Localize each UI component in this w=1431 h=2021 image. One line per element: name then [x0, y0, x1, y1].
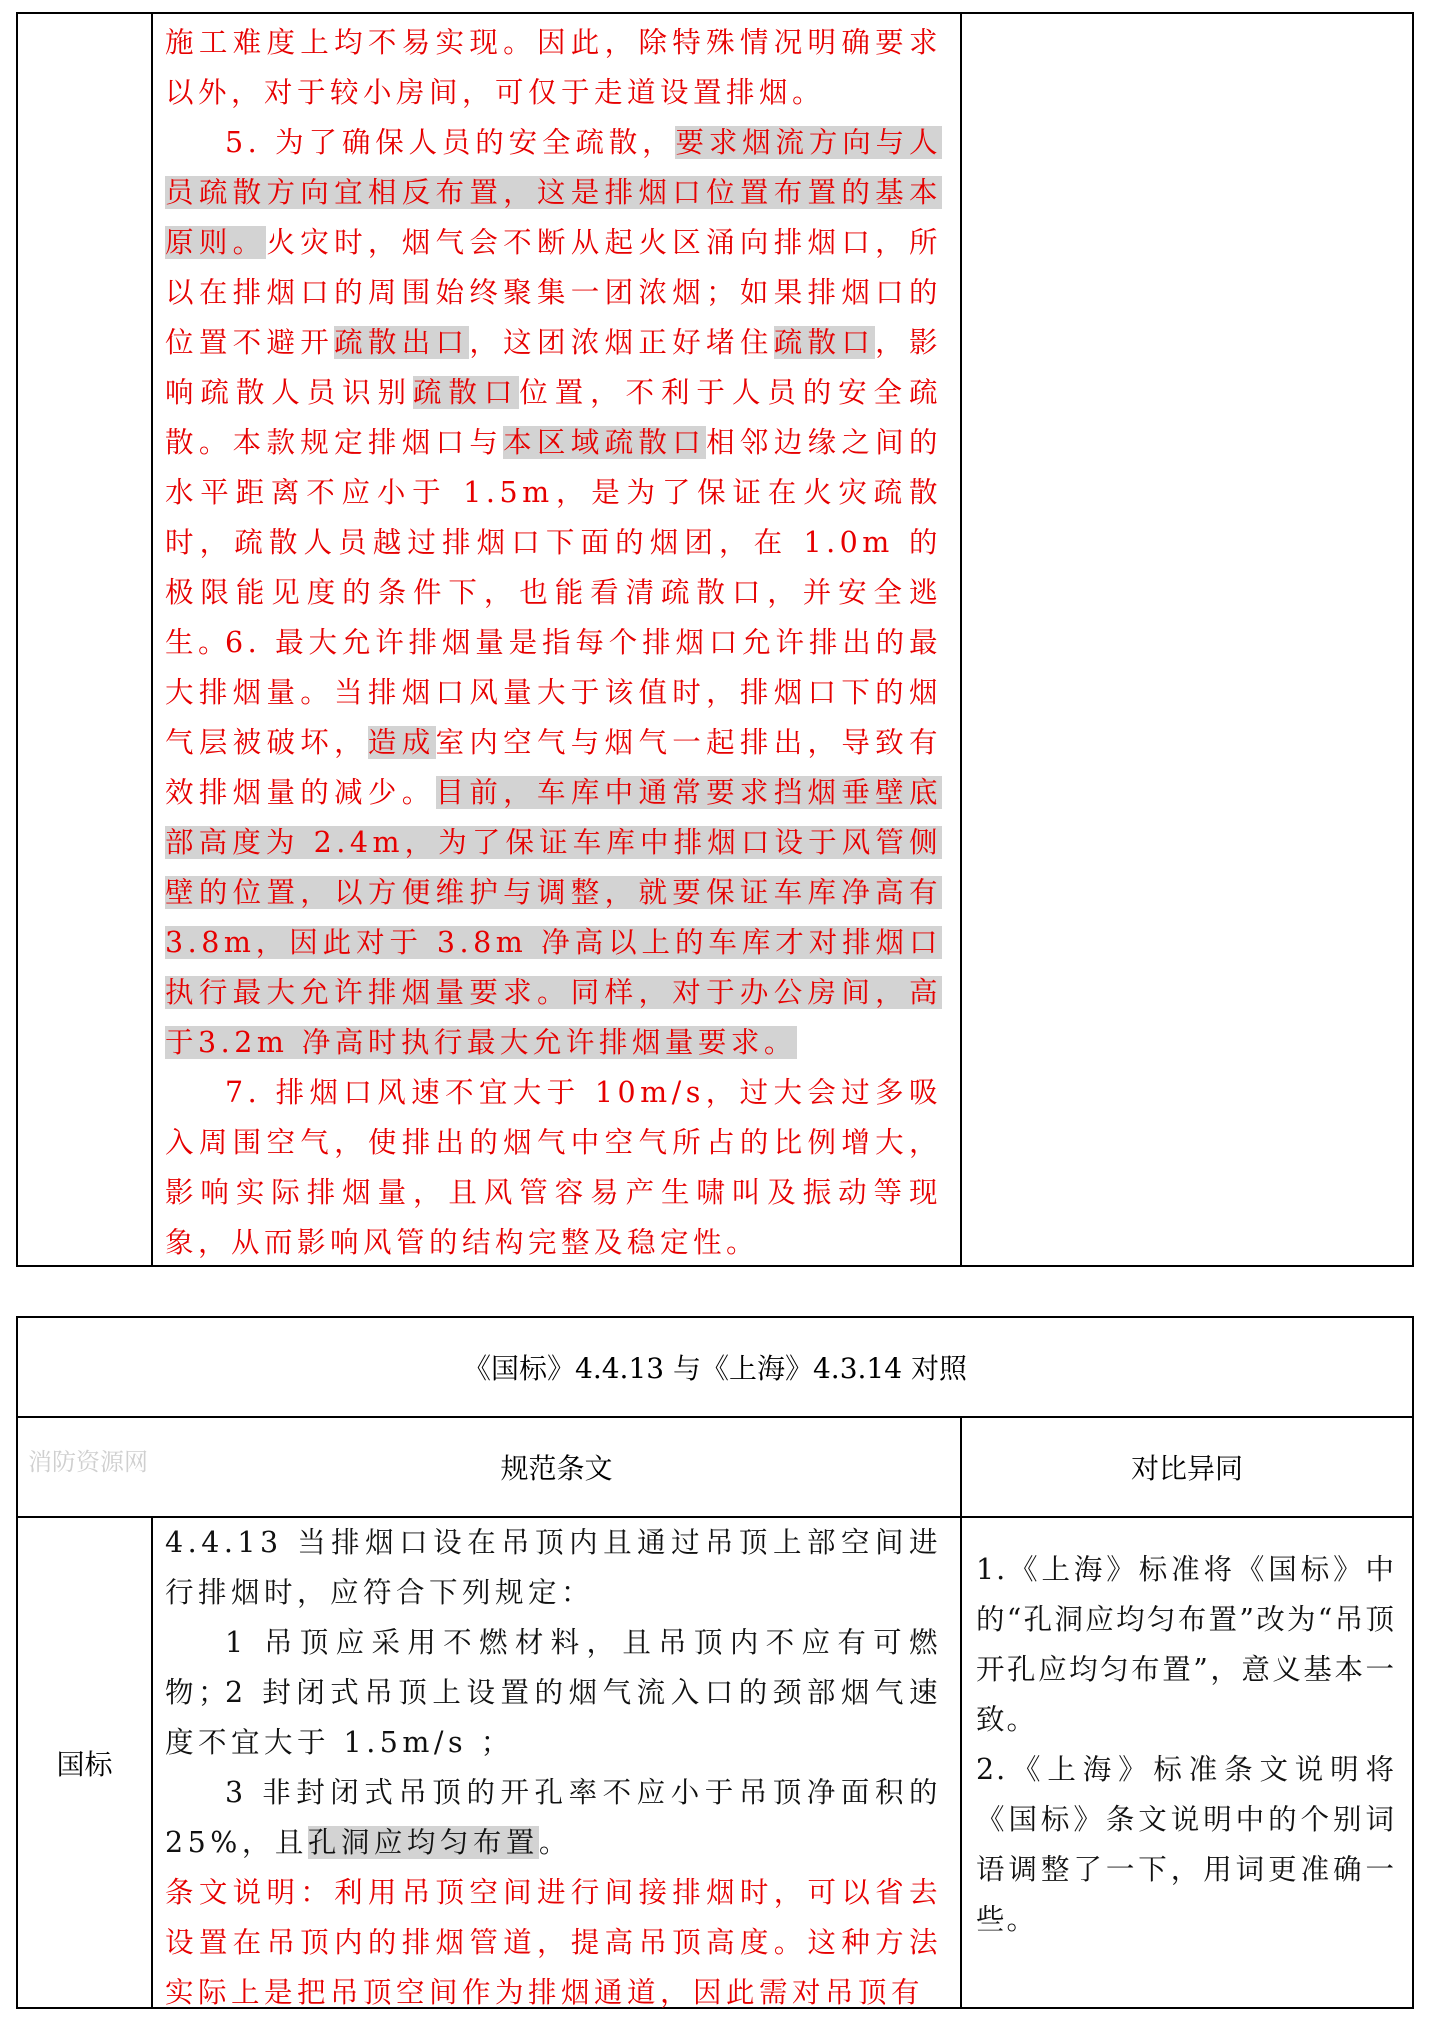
highlighted-text: 疏散口 [413, 376, 520, 409]
clause-item-3 [165, 1768, 942, 1868]
column-header-clause: 规范条文 [500, 1452, 613, 1485]
text-segment: ，这团浓烟正好堵住 [469, 326, 774, 359]
clause-item-2 [165, 1668, 942, 1768]
highlighted-text: 造成 [367, 726, 436, 759]
watermark-text: 消防资源网 [28, 1448, 148, 1476]
text-segment: 7. 排烟口风速不宜大于 10m/s，过大会过多吸入周围空气，使排出的烟气中空气所占的比例增大，影响实际排烟量，且风管容易产生啸叫及振动等现象，从而影响风管的结构完整及稳定性。 [165, 1076, 942, 1259]
comparison-note-2: 2.《上海》标准条文说明将《国标》条文说明中的个别词语调整了一下，用词更准确一些。 [976, 1753, 1396, 1936]
comparison-notes-cell [962, 1518, 1412, 2007]
highlighted-text: 疏散出口 [334, 326, 470, 359]
clause-4-4-13-intro [165, 1518, 942, 1618]
text-segment: 火灾时，烟气会不断从起火区涌向排烟口，所以在排烟口的周围始终聚集一团浓烟；如果排烟口的位置不避开 [165, 226, 942, 359]
text-segment: ，影响疏散人员识别 [165, 326, 942, 409]
highlighted-text: 疏散口 [773, 326, 876, 359]
upper-comparison-table [16, 12, 1414, 1267]
text-segment: 2 封闭式吊顶上设置的烟气流入口的颈部烟气速度不宜大于 1.5m/s ； [165, 1676, 942, 1759]
column-header-compare: 对比异同 [1130, 1452, 1243, 1485]
row-label-cell-empty [18, 14, 151, 1265]
highlighted-text: 孔洞应均匀布置 [307, 1826, 539, 1859]
text-segment: 室内空气与烟气一起排出，导致有效排烟量的减少。 [165, 726, 942, 809]
national-clause-cell [153, 1518, 960, 2007]
explanation-item-6 [165, 618, 942, 1068]
text-segment: 3 非封闭式吊顶的开孔率不应小于吊顶净面积的25%，且 [165, 1776, 942, 1859]
text-segment: 条文说明：利用吊顶空间进行间接排烟时，可以省去设置在吊顶内的排烟管道，提高吊顶高度。这种方法实际上是把吊顶空间作为排烟通道，因此需对吊顶有 [165, 1876, 942, 2009]
highlighted-text: 要求烟流方向与人员疏散方向宜相反布置，这是排烟口位置布置的基本原则。 [165, 126, 942, 259]
explanation-item-7 [165, 1068, 942, 1268]
explanation-paragraph-continued [165, 18, 942, 118]
clause-explanation-cell [153, 14, 960, 1265]
explanation-item-5 [165, 118, 942, 668]
text-segment: 位置，不利于人员的安全疏散。本款规定排烟口与 [165, 376, 942, 459]
text-segment: 4.4.13 当排烟口设在吊顶内且通过吊顶上部空间进行排烟时，应符合下列规定： [165, 1526, 942, 1609]
text-segment: 1 吊顶应采用不燃材料，且吊顶内不应有可燃物； [165, 1626, 942, 1709]
text-segment: 5. 为了确保人员的安全疏散， [225, 126, 676, 159]
text-segment: 相邻边缘之间的水平距离不应小于 1.5m，是为了保证在火灾疏散时，疏散人员越过排烟口下面的烟团，在 1.0m 的极限能见度的条件下，也能看清疏散口，并安全逃生。 [165, 426, 942, 659]
highlighted-text: 本区域疏散口 [503, 426, 707, 459]
clause-explanation [165, 1868, 942, 2018]
comparison-note-1: 1.《上海》标准将《国标》中的“孔洞应均匀布置”改为“吊顶开孔应均匀布置”，意义基本一致。 [976, 1553, 1396, 1736]
table-title: 《国标》4.4.13 与《上海》4.3.14 对照 [463, 1352, 967, 1385]
text-segment: 施工难度上均不易实现。因此，除特殊情况明确要求以外，对于较小房间，可仅于走道设置排烟。 [165, 26, 942, 109]
text-segment: 6. 最大允许排烟量是指每个排烟口允许排出的最大排烟量。当排烟口风量大于该值时，排烟口下的烟气层被破坏， [165, 626, 942, 759]
lower-comparison-table [16, 1316, 1414, 2009]
comparison-cell-empty [962, 14, 1412, 1265]
highlighted-text: 目前，车库中通常要求挡烟垂壁底部高度为 2.4m，为了保证车库中排烟口设于风管侧壁的位置，以方便维护与调整，就要保证车库净高有3.8m，因此对于 3.8m 净高以上的车库才对排烟口执行最大允许排烟量要求。同样，对于办公房间，高于3.2m 净高时执行最大允许排烟量要求。 [165, 776, 942, 1059]
text-segment: 。 [538, 1826, 572, 1859]
row-label-national-standard: 国标 [56, 1747, 113, 1781]
